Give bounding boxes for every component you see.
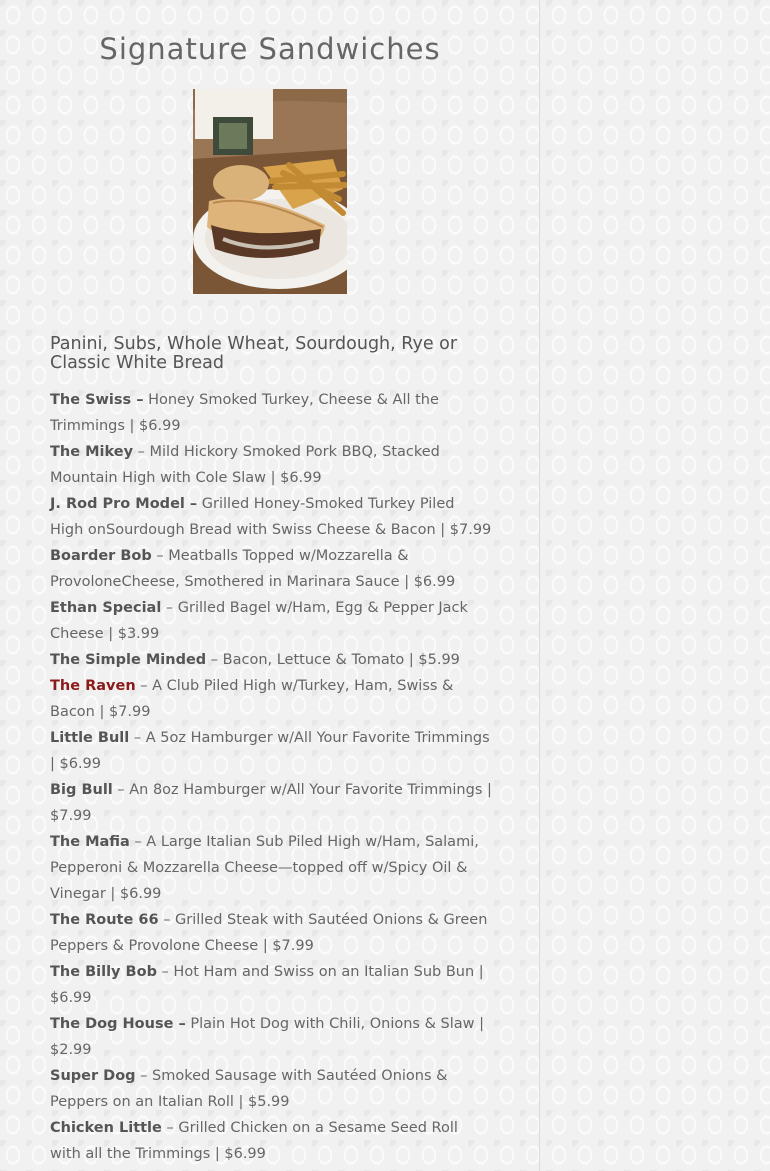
menu-item-name: The Route 66	[50, 912, 159, 928]
menu-item-description: – Meatballs Topped w/Mozzarella & ProvoloneCheese, Smothered in Marinara Sauce | $6.99	[50, 548, 456, 590]
menu-item	[50, 387, 492, 439]
bread-options-heading: Panini, Subs, Whole Wheat, Sourdough, Rye or Classic White Bread	[50, 334, 458, 373]
menu-item-description: – An 8oz Hamburger w/All Your Favorite Trimmings | $7.99	[50, 782, 492, 824]
menu-item	[50, 907, 492, 959]
menu-item-name: Big Bull	[50, 782, 113, 798]
menu-item-description: – A 5oz Hamburger w/All Your Favorite Trimmings | $6.99	[50, 730, 490, 772]
menu-item-description: – Hot Ham and Swiss on an Italian Sub Bun | $6.99	[50, 964, 484, 1006]
menu-item	[50, 1063, 492, 1115]
menu-item-name: Boarder Bob	[50, 548, 152, 564]
menu-item	[50, 647, 492, 673]
menu-item	[50, 1115, 492, 1167]
menu-item-name: J. Rod Pro Model –	[50, 496, 198, 512]
menu-item-description: – A Club Piled High w/Turkey, Ham, Swiss & Bacon | $7.99	[50, 678, 454, 720]
menu-item	[50, 439, 492, 491]
menu-item-name: The Mikey	[50, 444, 134, 460]
menu-item	[50, 491, 492, 543]
menu-item-description: – Grilled Chicken on a Sesame Seed Roll with all the Trimmings | $6.99	[50, 1120, 458, 1162]
sandwich-menu-list	[50, 387, 492, 1167]
menu-item-description: – Mild Hickory Smoked Pork BBQ, Stacked Mountain High with Cole Slaw | $6.99	[50, 444, 440, 486]
menu-item-description: Honey Smoked Turkey, Cheese & All the Trimmings | $6.99	[50, 392, 439, 434]
menu-item-name: The Billy Bob	[50, 964, 157, 980]
menu-item-name: Chicken Little	[50, 1120, 162, 1136]
menu-item-description: – Smoked Sausage with Sautéed Onions & Peppers on an Italian Roll | $5.99	[50, 1068, 448, 1110]
menu-item-name: The Simple Minded	[50, 652, 207, 668]
menu-item-name: Little Bull	[50, 730, 130, 746]
menu-item-name: The Mafia	[50, 834, 130, 850]
page-title: Signature Sandwiches	[99, 32, 441, 66]
menu-item-description: – Grilled Bagel w/Ham, Egg & Pepper Jack Cheese | $3.99	[50, 600, 468, 642]
menu-item-name[interactable]: The Raven	[50, 678, 136, 694]
menu-item	[50, 829, 492, 907]
menu-item-name: Ethan Special	[50, 600, 162, 616]
menu-item-description: – Bacon, Lettuce & Tomato | $5.99	[206, 652, 460, 668]
sidebar-divider	[539, 0, 540, 1171]
menu-item	[50, 595, 492, 647]
sandwich-photo	[193, 89, 347, 294]
menu-item-name: The Swiss –	[50, 392, 144, 408]
menu-item	[50, 1011, 492, 1063]
menu-item-description: – A Large Italian Sub Piled High w/Ham, Salami, Pepperoni & Mozzarella Cheese—topped off w/Spicy Oil & Vinegar | $6.99	[50, 834, 479, 902]
menu-item	[50, 725, 492, 777]
menu-item-description: – Grilled Steak with Sautéed Onions & Green Peppers & Provolone Cheese | $7.99	[50, 912, 488, 954]
menu-item	[50, 777, 492, 829]
menu-item	[50, 959, 492, 1011]
menu-item-name: The Dog House –	[50, 1016, 186, 1032]
menu-item	[50, 543, 492, 595]
menu-item-name: Super Dog	[50, 1068, 136, 1084]
menu-item	[50, 673, 492, 725]
menu-item-description: Plain Hot Dog with Chili, Onions & Slaw | $2.99	[50, 1016, 484, 1058]
menu-item-description: Grilled Honey-Smoked Turkey Piled High onSourdough Bread with Swiss Cheese & Bacon | $7.99	[50, 496, 492, 538]
